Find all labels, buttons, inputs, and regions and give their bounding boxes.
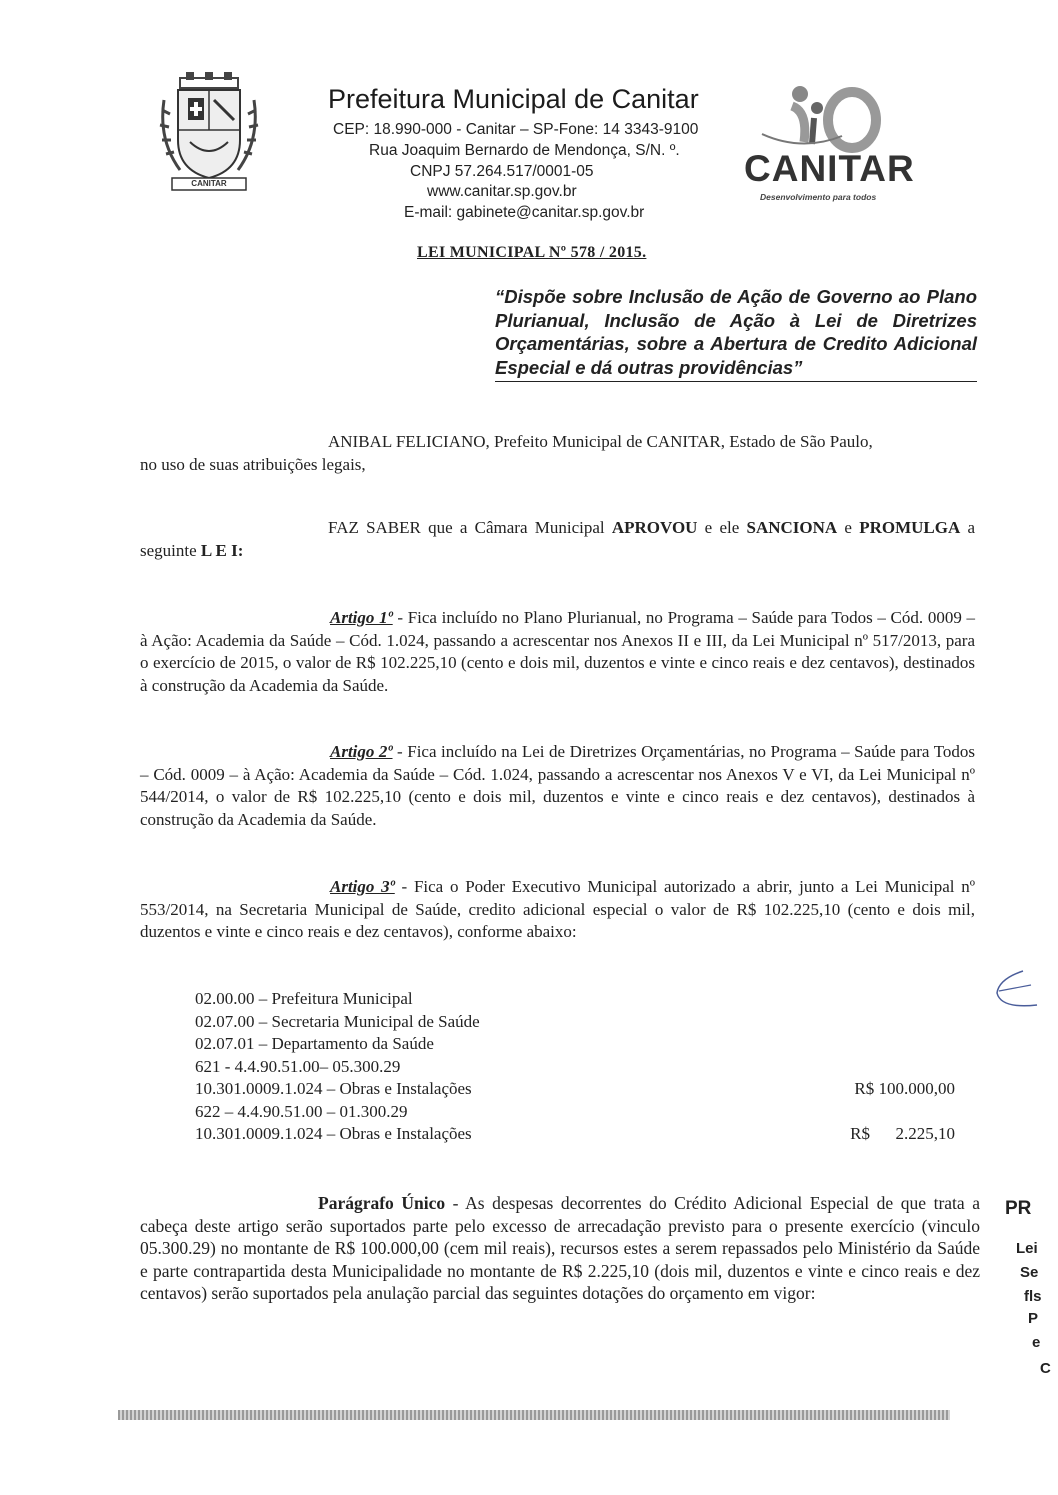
budget-amount: R$ 2.225,10 xyxy=(850,1124,955,1143)
article-3-text: - Fica o Poder Executivo Municipal autorizado a abrir, junto a Lei Municipal nº 553/2014, na Secretaria Municipal de Saúde, credito adicional especial o valor de R$ 102.225,10 (cento e dois mil, duzentos e vinte e cinco reais e dez centavos), conforme abaixo: xyxy=(140,877,975,941)
budget-row xyxy=(195,1033,955,1056)
enactment-approved: APROVOU xyxy=(611,518,698,537)
budget-label: 10.301.0009.1.024 – Obras e Instalações xyxy=(195,1079,472,1098)
budget-row xyxy=(195,1123,955,1146)
article-2-text: - Fica incluído na Lei de Diretrizes Orçamentárias, no Programa – Saúde para Todos – Cód. 0009 – à Ação: Academia da Saúde – Cód. 1.024, passando a acrescentar nos Anexos V e VI, da Lei Municipal nº 544/2014, o valor de R$ 102.225,10 (cento e dois mil, duzentos e vinte e cinco reais e dez centavos), destinados à construção da Academia da Saúde. xyxy=(140,742,976,829)
header-cnpj: CNPJ 57.264.517/0001-05 xyxy=(410,163,594,180)
article-3-label: Artigo 3º xyxy=(330,877,395,896)
margin-stamp-line: Se xyxy=(1020,1264,1039,1281)
preamble-line-2: no uso de suas atribuições legais, xyxy=(140,454,366,474)
logo-wordmark: CANITAR xyxy=(744,148,915,189)
header-title: Prefeitura Municipal de Canitar xyxy=(328,84,699,114)
enactment-sanctions: SANCIONA xyxy=(746,518,838,537)
budget-label: 02.07.01 – Departamento da Saúde xyxy=(195,1034,434,1053)
margin-stamp-line: P xyxy=(1028,1310,1039,1327)
crest-label: CANITAR xyxy=(191,179,227,188)
paragrafo-unico xyxy=(140,1192,980,1305)
article-2-label: Artigo 2º xyxy=(330,742,393,761)
article-3 xyxy=(140,876,975,944)
header-website: www.canitar.sp.gov.br xyxy=(427,183,577,200)
article-1 xyxy=(140,607,975,697)
enactment-text-2: e ele xyxy=(697,518,747,537)
municipal-crest xyxy=(150,70,268,195)
logo-tagline: Desenvolvimento para todos xyxy=(760,192,877,202)
article-2 xyxy=(140,741,975,831)
article-1-text: - Fica incluído no Plano Plurianual, no Programa – Saúde para Todos – Cód. 0009 – à Ação: Academia da Saúde – Cód. 1.024, passando a acrescentar nos Anexos II e III, da Lei Municipal nº 517/2013, para o exercício de 2015, o valor de R$ 102.225,10 (cento e dois mil, duzentos e vinte e cinco reais e dez centavos), destinados à construção da Academia da Saúde. xyxy=(140,608,976,695)
enactment-text-1: FAZ SABER que a Câmara Municipal xyxy=(328,518,612,537)
budget-label: 622 – 4.4.90.51.00 – 01.300.29 xyxy=(195,1101,408,1121)
margin-stamp-line: C xyxy=(1040,1360,1051,1377)
enactment-law: L E I: xyxy=(200,540,244,560)
margin-stamp-line: PR xyxy=(1005,1198,1032,1219)
header-address: Rua Joaquim Bernardo de Mendonça, S/N. º. xyxy=(369,142,680,159)
budget-row xyxy=(195,988,955,1011)
preamble xyxy=(140,431,975,476)
budget-label: 02.00.00 – Prefeitura Municipal xyxy=(195,989,413,1008)
enactment-promulgates: PROMULGA xyxy=(859,518,961,537)
footer-rule xyxy=(118,1410,950,1420)
law-ementa: “Dispõe sobre Inclusão de Ação de Governo ao Plano Plurianual, Inclusão de Ação à Lei de Diretrizes Orçamentárias, sobre a Abertura de Credito Adicional Especial e dá outras providências” xyxy=(495,285,977,382)
margin-stamp-line: e xyxy=(1032,1334,1041,1351)
budget-row xyxy=(195,1101,955,1124)
budget-row xyxy=(195,1056,955,1079)
header-email: E-mail: gabinete@canitar.sp.gov.br xyxy=(404,204,645,221)
paragrafo-unico-text: - As despesas decorrentes do Crédito Adicional Especial de que trata a cabeça deste artigo serão suportados parte pelo excesso de arrecadação previsto para o presente exercício (vinculo 05.300.29) no montante de R$ 100.000,00 (cem mil reais), recursos estes a serem repassados pelo Ministério da Saúde e parte contrapartida desta Municipalidade no montante de R$ 2.225,10 (dois mil, duzentos e vinte e cinco reais e dez centavos) serão suportados pela anulação parcial das seguintes dotações do orçamento em vigor: xyxy=(140,1193,980,1303)
enactment-text-4: a seguinte xyxy=(140,518,976,560)
law-title: LEI MUNICIPAL Nº 578 / 2015. xyxy=(417,244,647,261)
budget-label: 621 - 4.4.90.51.00– 05.300.29 xyxy=(195,1056,401,1076)
enactment-text-3: e xyxy=(837,518,860,537)
enactment-clause xyxy=(140,517,975,562)
margin-stamp-line: Lei xyxy=(1016,1240,1038,1257)
budget-row xyxy=(195,1011,955,1034)
budget-label: 02.07.00 – Secretaria Municipal de Saúde xyxy=(195,1011,480,1031)
article-1-label: Artigo 1º xyxy=(330,608,393,627)
handwritten-mark xyxy=(985,965,1045,1015)
budget-label: 10.301.0009.1.024 – Obras e Instalações xyxy=(195,1124,472,1143)
margin-stamp-line: fls xyxy=(1024,1288,1042,1305)
budget-row xyxy=(195,1078,955,1101)
budget-allocation-list xyxy=(195,988,955,1146)
budget-amount: R$ 100.000,00 xyxy=(854,1079,955,1098)
paragrafo-unico-label: Parágrafo Único xyxy=(318,1193,446,1213)
preamble-line-1: ANIBAL FELICIANO, Prefeito Municipal de CANITAR, Estado de São Paulo, xyxy=(328,432,873,451)
header-cep: CEP: 18.990-000 - Canitar – SP-Fone: 14 3343-9100 xyxy=(333,121,699,138)
